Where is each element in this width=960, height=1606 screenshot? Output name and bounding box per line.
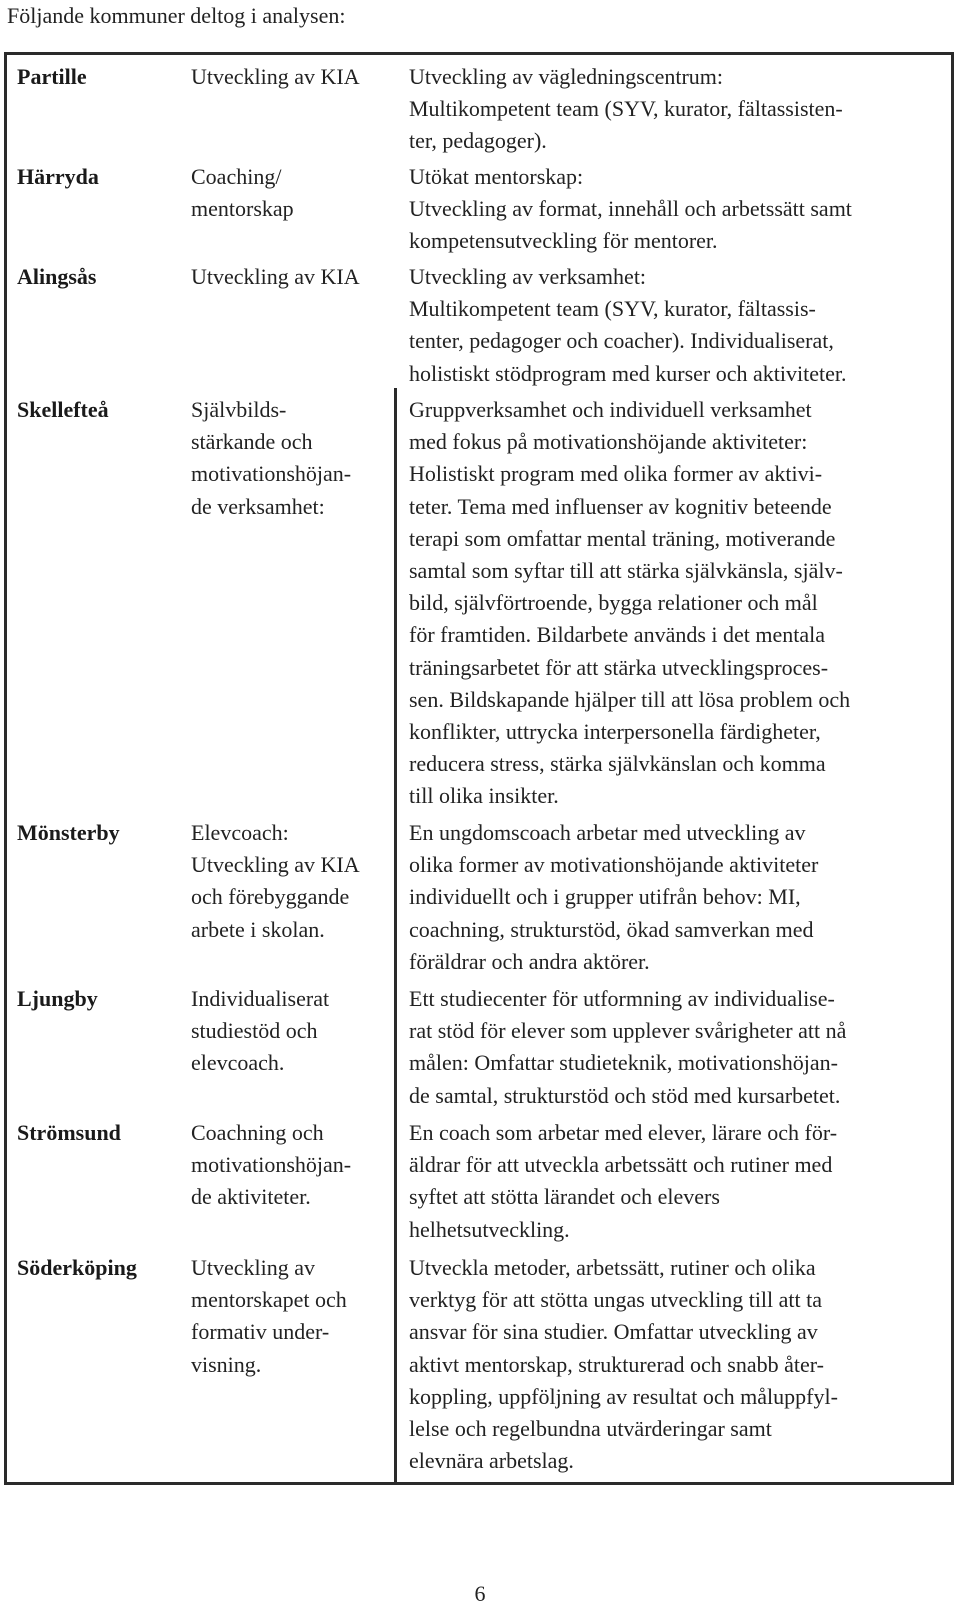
beskrivning-cell: Gruppverksamhet och individuell verksamhet med fokus på motivationshöjande aktiviteter: Holistiskt program med olika former av aktivi- teter. Tema med influenser av kognitiv beteende terapi som omfattar mental träning, motiverande samtal som syftar till att stärka självkänsla, själv- bild, självförtroende, bygga relationer och mål för framtiden. Bildarbete används i det mentala träningsarbetet för att stärka utvecklingsproces- sen. Bildskapande hjälper till att lösa problem och konflikter, uttrycka interpersonella färdigheter, reducera stress, stärka självkänslan och komma till olika insikter. [409, 397, 851, 809]
kommun-cell: Ljungby [17, 986, 98, 1011]
beskrivning-cell: Utveckling av vägledningscentrum: Multikompetent team (SYV, kurator, fältassisten- ter, pedagoger). [409, 64, 843, 154]
kommun-cell: Strömsund [17, 1120, 121, 1145]
insats-cell: Elevcoach: Utveckling av KIA och förebyggande arbete i skolan. [191, 820, 360, 942]
intro-heading: Följande kommuner deltog i analysen: [7, 3, 346, 28]
insats-cell: Utveckling av mentorskapet och formativ under- visning. [191, 1255, 347, 1377]
beskrivning-cell: En ungdomscoach arbetar med utveckling av olika former av motivationshöjande aktiviteter individuellt och i grupper utifrån behov: MI, coachning, strukturstöd, ökad samverkan med föräldrar och andra aktörer. [409, 820, 819, 974]
beskrivning-cell: Utökat mentorskap: Utveckling av format, innehåll och arbetssätt samt kompetensutveckling för mentorer. [409, 164, 852, 254]
beskrivning-cell: Utveckling av verksamhet: Multikompetent team (SYV, kurator, fältassis- tenter, pedagoger och coacher). Individualiserat, holistiskt stödprogram med kurser och aktiviteter. [409, 264, 847, 386]
beskrivning-cell: En coach som arbetar med elever, lärare och för- äldrar för att utveckla arbetssätt och rutiner med syftet att stötta lärandet och elevers helhetsutveckling. [409, 1120, 838, 1242]
municipality-table [4, 52, 954, 1485]
kommun-cell: Alingsås [17, 264, 97, 289]
kommun-cell: Skellefteå [17, 397, 109, 422]
page-number: 6 [474, 1581, 486, 1606]
beskrivning-cell: Utveckla metoder, arbetssätt, rutiner och olika verktyg för att stötta ungas utveckling till att ta ansvar för sina studier. Omfattar utveckling av aktivt mentorskap, strukturerad och snabb åter- koppling, uppföljning av resultat och måluppfyl- lelse och regelbundna utvärderingar samt elevnära arbetslag. [409, 1255, 838, 1474]
insats-cell: Individualiserat studiestöd och elevcoach. [191, 986, 330, 1076]
kommun-cell: Härryda [17, 164, 99, 189]
beskrivning-cell: Ett studiecenter för utformning av individualise- rat stöd för elever som upplever svårigheter att nå målen: Omfattar studieteknik, motivationshöjan- de samtal, strukturstöd och stöd med kursarbetet. [409, 986, 847, 1108]
kommun-cell: Mönsterby [17, 820, 120, 845]
insats-cell: Självbilds- stärkande och motivationshöjan- de verksamhet: [191, 397, 352, 519]
insats-cell: Coachning och motivationshöjan- de aktiviteter. [191, 1120, 352, 1210]
insats-cell: Utveckling av KIA [191, 64, 360, 89]
kommun-cell: Partille [17, 64, 87, 89]
kommun-cell: Söderköping [17, 1255, 137, 1280]
insats-cell: Utveckling av KIA [191, 264, 360, 289]
insats-cell: Coaching/ mentorskap [191, 164, 294, 222]
